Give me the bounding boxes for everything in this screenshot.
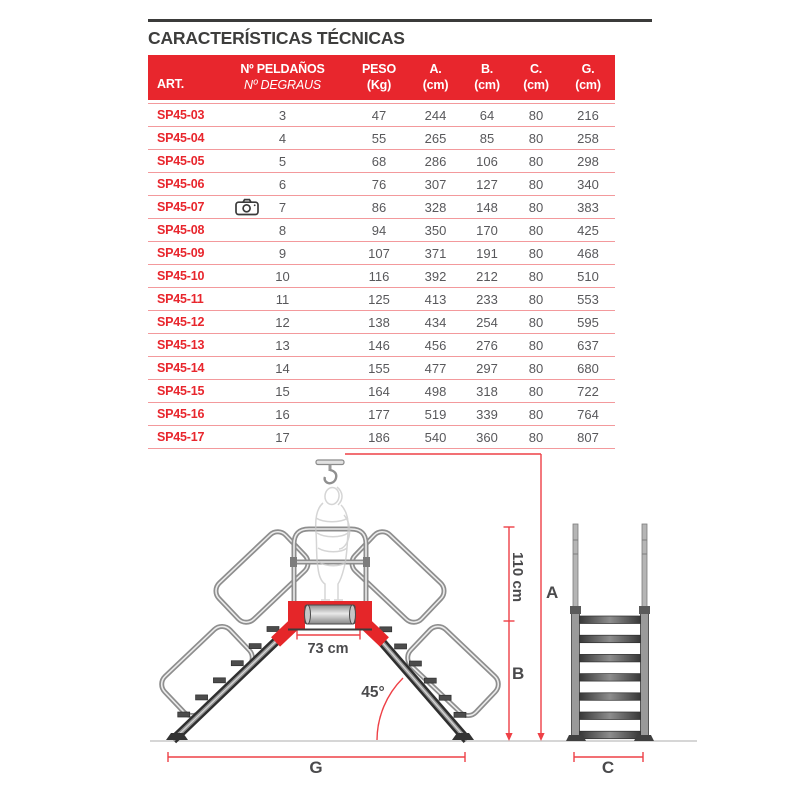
value-a: 434 (424, 314, 447, 330)
value-b: 212 (476, 268, 498, 284)
value-peso: 86 (371, 199, 387, 215)
value-a: 244 (424, 107, 447, 123)
label-c: C (601, 758, 615, 777)
article-code: SP45-10 (157, 269, 205, 283)
value-b: 85 (479, 130, 495, 146)
value-steps: 11 (275, 291, 290, 307)
article-code: SP45-13 (157, 338, 205, 352)
value-b: 106 (476, 153, 498, 169)
crossover-ladder-illustration (157, 460, 503, 740)
value-a: 413 (424, 291, 447, 307)
value-c: 80 (528, 314, 544, 330)
value-c: 80 (528, 130, 544, 146)
col-c: C. (cm) (523, 61, 549, 92)
table-row (148, 426, 615, 449)
value-peso: 47 (371, 107, 387, 123)
top-rule (148, 19, 652, 22)
table-row (148, 219, 615, 242)
table-row (148, 150, 615, 173)
label-a: A (546, 583, 559, 602)
value-steps: 16 (275, 406, 290, 422)
value-b: 127 (476, 176, 498, 192)
value-peso: 155 (368, 360, 390, 376)
value-peso: 55 (371, 130, 387, 146)
stair-treads-left (178, 627, 279, 718)
value-steps: 17 (275, 429, 290, 445)
value-c: 80 (528, 383, 544, 399)
value-steps: 5 (278, 153, 287, 169)
value-b: 254 (476, 314, 498, 330)
value-peso: 177 (368, 406, 390, 422)
value-a: 350 (424, 222, 447, 238)
value-g: 425 (577, 222, 599, 238)
value-g: 722 (577, 383, 599, 399)
col-peso: PESO (Kg) (362, 61, 396, 92)
article-code: SP45-17 (157, 430, 205, 444)
value-g: 383 (577, 199, 599, 215)
label-73cm: 73 cm (307, 641, 349, 657)
value-b: 233 (476, 291, 498, 307)
front-view-ladder (566, 524, 654, 741)
camera-icon[interactable] (235, 199, 259, 216)
value-c: 80 (528, 199, 544, 215)
col-g: G. (cm) (575, 61, 601, 92)
table-header (148, 55, 615, 100)
value-steps: 13 (275, 337, 290, 353)
value-g: 340 (577, 176, 599, 192)
value-c: 80 (528, 429, 544, 445)
value-b: 297 (476, 360, 498, 376)
value-c: 80 (528, 291, 544, 307)
value-b: 360 (476, 429, 498, 445)
value-steps: 6 (278, 176, 287, 192)
value-a: 477 (424, 360, 447, 376)
value-g: 553 (577, 291, 599, 307)
handrail-loop-lower-right (403, 622, 503, 720)
article-code: SP45-12 (157, 315, 205, 329)
value-peso: 116 (368, 268, 390, 284)
value-a: 456 (424, 337, 447, 353)
platform-guardrail (290, 529, 370, 610)
value-a: 519 (424, 406, 447, 422)
value-steps: 8 (278, 222, 287, 238)
value-steps: 9 (278, 245, 287, 261)
value-peso: 138 (368, 314, 390, 330)
value-steps: 3 (278, 107, 287, 123)
table-row (148, 127, 615, 150)
value-c: 80 (528, 406, 544, 422)
value-g: 510 (577, 268, 599, 284)
value-b: 170 (476, 222, 498, 238)
col-art: ART. (157, 77, 184, 92)
hook-icon (316, 460, 344, 483)
value-peso: 107 (368, 245, 390, 261)
value-g: 468 (577, 245, 599, 261)
value-peso: 146 (368, 337, 390, 353)
col-steps: Nº PELDAÑOS Nº DEGRAUS (240, 61, 325, 92)
value-c: 80 (528, 337, 544, 353)
value-peso: 76 (371, 176, 387, 192)
value-a: 265 (424, 130, 447, 146)
value-peso: 186 (368, 429, 390, 445)
article-code: SP45-09 (157, 246, 205, 260)
value-a: 307 (424, 176, 447, 192)
article-code: SP45-11 (157, 292, 204, 306)
value-g: 216 (577, 107, 599, 123)
article-code: SP45-05 (157, 154, 205, 168)
value-c: 80 (528, 222, 544, 238)
ladder-diagram (140, 448, 705, 800)
article-code: SP45-14 (157, 361, 205, 375)
value-g: 807 (577, 429, 599, 445)
value-a: 540 (424, 429, 447, 445)
table-row (148, 403, 615, 426)
table-body (148, 103, 615, 449)
dim-a-line (537, 454, 544, 741)
label-110cm: 110 cm (509, 552, 526, 603)
value-steps: 15 (275, 383, 290, 399)
value-g: 764 (577, 406, 599, 422)
value-peso: 164 (368, 383, 390, 399)
table-row (148, 288, 615, 311)
dim-73cm-line (297, 631, 360, 640)
ghost-person-sketch (316, 487, 350, 600)
table-row (148, 242, 615, 265)
label-g: G (309, 758, 323, 777)
value-b: 148 (476, 199, 498, 215)
article-code: SP45-15 (157, 384, 205, 398)
value-peso: 125 (368, 291, 390, 307)
value-steps: 10 (275, 268, 290, 284)
value-g: 637 (577, 337, 599, 353)
table-row (148, 104, 615, 127)
value-c: 80 (528, 176, 544, 192)
table-row (148, 334, 615, 357)
value-b: 64 (479, 107, 495, 123)
article-code: SP45-04 (157, 131, 205, 145)
article-code: SP45-06 (157, 177, 205, 191)
table-row (148, 196, 615, 219)
col-a: A. (cm) (422, 61, 449, 92)
value-a: 392 (424, 268, 447, 284)
value-a: 498 (424, 383, 447, 399)
table-row (148, 380, 615, 403)
article-code: SP45-07 (157, 200, 205, 214)
table-row (148, 357, 615, 380)
tech-table (148, 19, 652, 449)
article-code: SP45-08 (157, 223, 205, 237)
front-view-treads (580, 616, 641, 739)
value-g: 680 (577, 360, 599, 376)
value-a: 286 (424, 153, 447, 169)
value-c: 80 (528, 245, 544, 261)
value-c: 80 (528, 153, 544, 169)
value-a: 328 (424, 199, 447, 215)
label-45deg: 45° (361, 684, 385, 701)
value-b: 339 (476, 406, 498, 422)
table-row (148, 173, 615, 196)
article-code: SP45-03 (157, 108, 205, 122)
stair-stringer-left (166, 626, 292, 740)
value-c: 80 (528, 360, 544, 376)
value-g: 595 (577, 314, 599, 330)
value-steps: 12 (275, 314, 290, 330)
table-row (148, 265, 615, 288)
value-b: 191 (476, 245, 498, 261)
col-b: B. (cm) (474, 61, 500, 92)
value-b: 276 (476, 337, 498, 353)
value-peso: 68 (371, 153, 387, 169)
value-c: 80 (528, 107, 544, 123)
page-title: CARACTERÍSTICAS TÉCNICAS (148, 28, 405, 48)
value-steps: 14 (275, 360, 290, 376)
value-g: 298 (577, 153, 599, 169)
value-peso: 94 (371, 222, 387, 238)
table-row (148, 311, 615, 334)
article-code: SP45-16 (157, 407, 205, 421)
value-g: 258 (577, 130, 599, 146)
value-a: 371 (424, 245, 447, 261)
value-steps: 7 (215, 200, 350, 215)
label-b: B (512, 664, 525, 683)
platform-red-assembly (271, 601, 389, 647)
value-b: 318 (476, 383, 498, 399)
value-steps: 4 (278, 130, 287, 146)
value-c: 80 (528, 268, 544, 284)
